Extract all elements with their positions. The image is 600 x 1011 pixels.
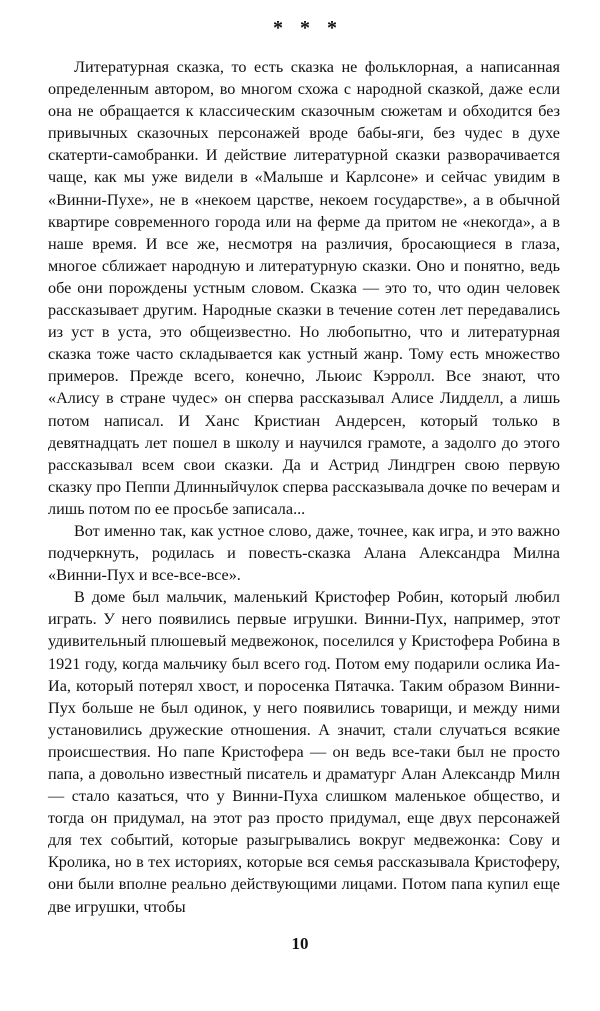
body-text	[48, 56, 560, 918]
paragraph: В доме был мальчик, маленький Кристофер Робин, который любил играть. У него появились первые игрушки. Винни-Пух, например, этот удивительный плюшевый медвежонок, поселился у Кристофера Робина в 1921 году, когда мальчику был всего год. Потом ему подарили ослика Иа-Иа, который потерял хвост, и поросенка Пятачка. Таким образом Винни-Пух больше не был одинок, у него появились товарищи, и между ними установились дружеские отношения. А значит, стали случаться всякие происшествия. Но папе Кристофера — он ведь все-таки был не просто папа, а довольно известный писатель и драматург Алан Александр Милн — стало казаться, что у Винни-Пуха слишком маленькое общество, и тогда он придумал, на этот раз просто придумал, еще двух персонажей для тех событий, которые разыгрывались вокруг медвежонка: Сову и Кролика, но в тех историях, которые вся семья рассказывала Кристоферу, они были вполне реально действующими лицами. Потом папа купил еще две игрушки, чтобы	[48, 588, 560, 916]
section-ornament: * * *	[273, 17, 343, 39]
paragraph: Вот именно так, как устное слово, даже, точнее, как игра, и это важно подчеркнуть, родилась и повесть-сказка Алана Александра Милна «Винни-Пух и все-все-все».	[48, 521, 560, 585]
book-page	[48, 14, 560, 918]
paragraph: Литературная сказка, то есть сказка не фольклорная, а написанная определенным автором, во многом схожа с народной сказкой, даже если она не обращается к классическим сказочным сюжетам и обходится без привычных сказочных персонажей вроде бабы-яги, без чудес в духе скатерти-самобранки. И действие литературной сказки разворачивается чаще, как мы уже видели в «Малыше и Карлсоне» и сейчас увидим в «Винни-Пухе», не в «некоем царстве, некоем государстве», а в обычной квартире современного города или на ферме да притом не «некогда», а в наше время. И все же, несмотря на различия, бросающиеся в глаза, многое сближает народную и литературную сказки. Оно и понятно, ведь обе они порождены устным словом. Сказка — это то, что один человек рассказывает другим. Народные сказки в течение сотен лет передавались из уст в уста, это общеизвестно. Но любопытно, что и литературная сказка тоже часто складывается как устный жанр. Тому есть множество примеров. Прежде всего, конечно, Льюис Кэрролл. Все знают, что «Алису в стране чудес» он сперва рассказывал Алисе Лидделл, а лишь потом написал. И Ханс Кристиан Андерсен, который только в девятнадцать лет пошел в школу и научился грамоте, а задолго до этого рассказывал всем свои сказки. Да и Астрид Линдгрен свою первую сказку про Пеппи Длинныйчулок сперва рассказывала дочке по вечерам и лишь потом по ее просьбе записала...	[48, 58, 560, 518]
page-number: 10	[291, 934, 309, 953]
